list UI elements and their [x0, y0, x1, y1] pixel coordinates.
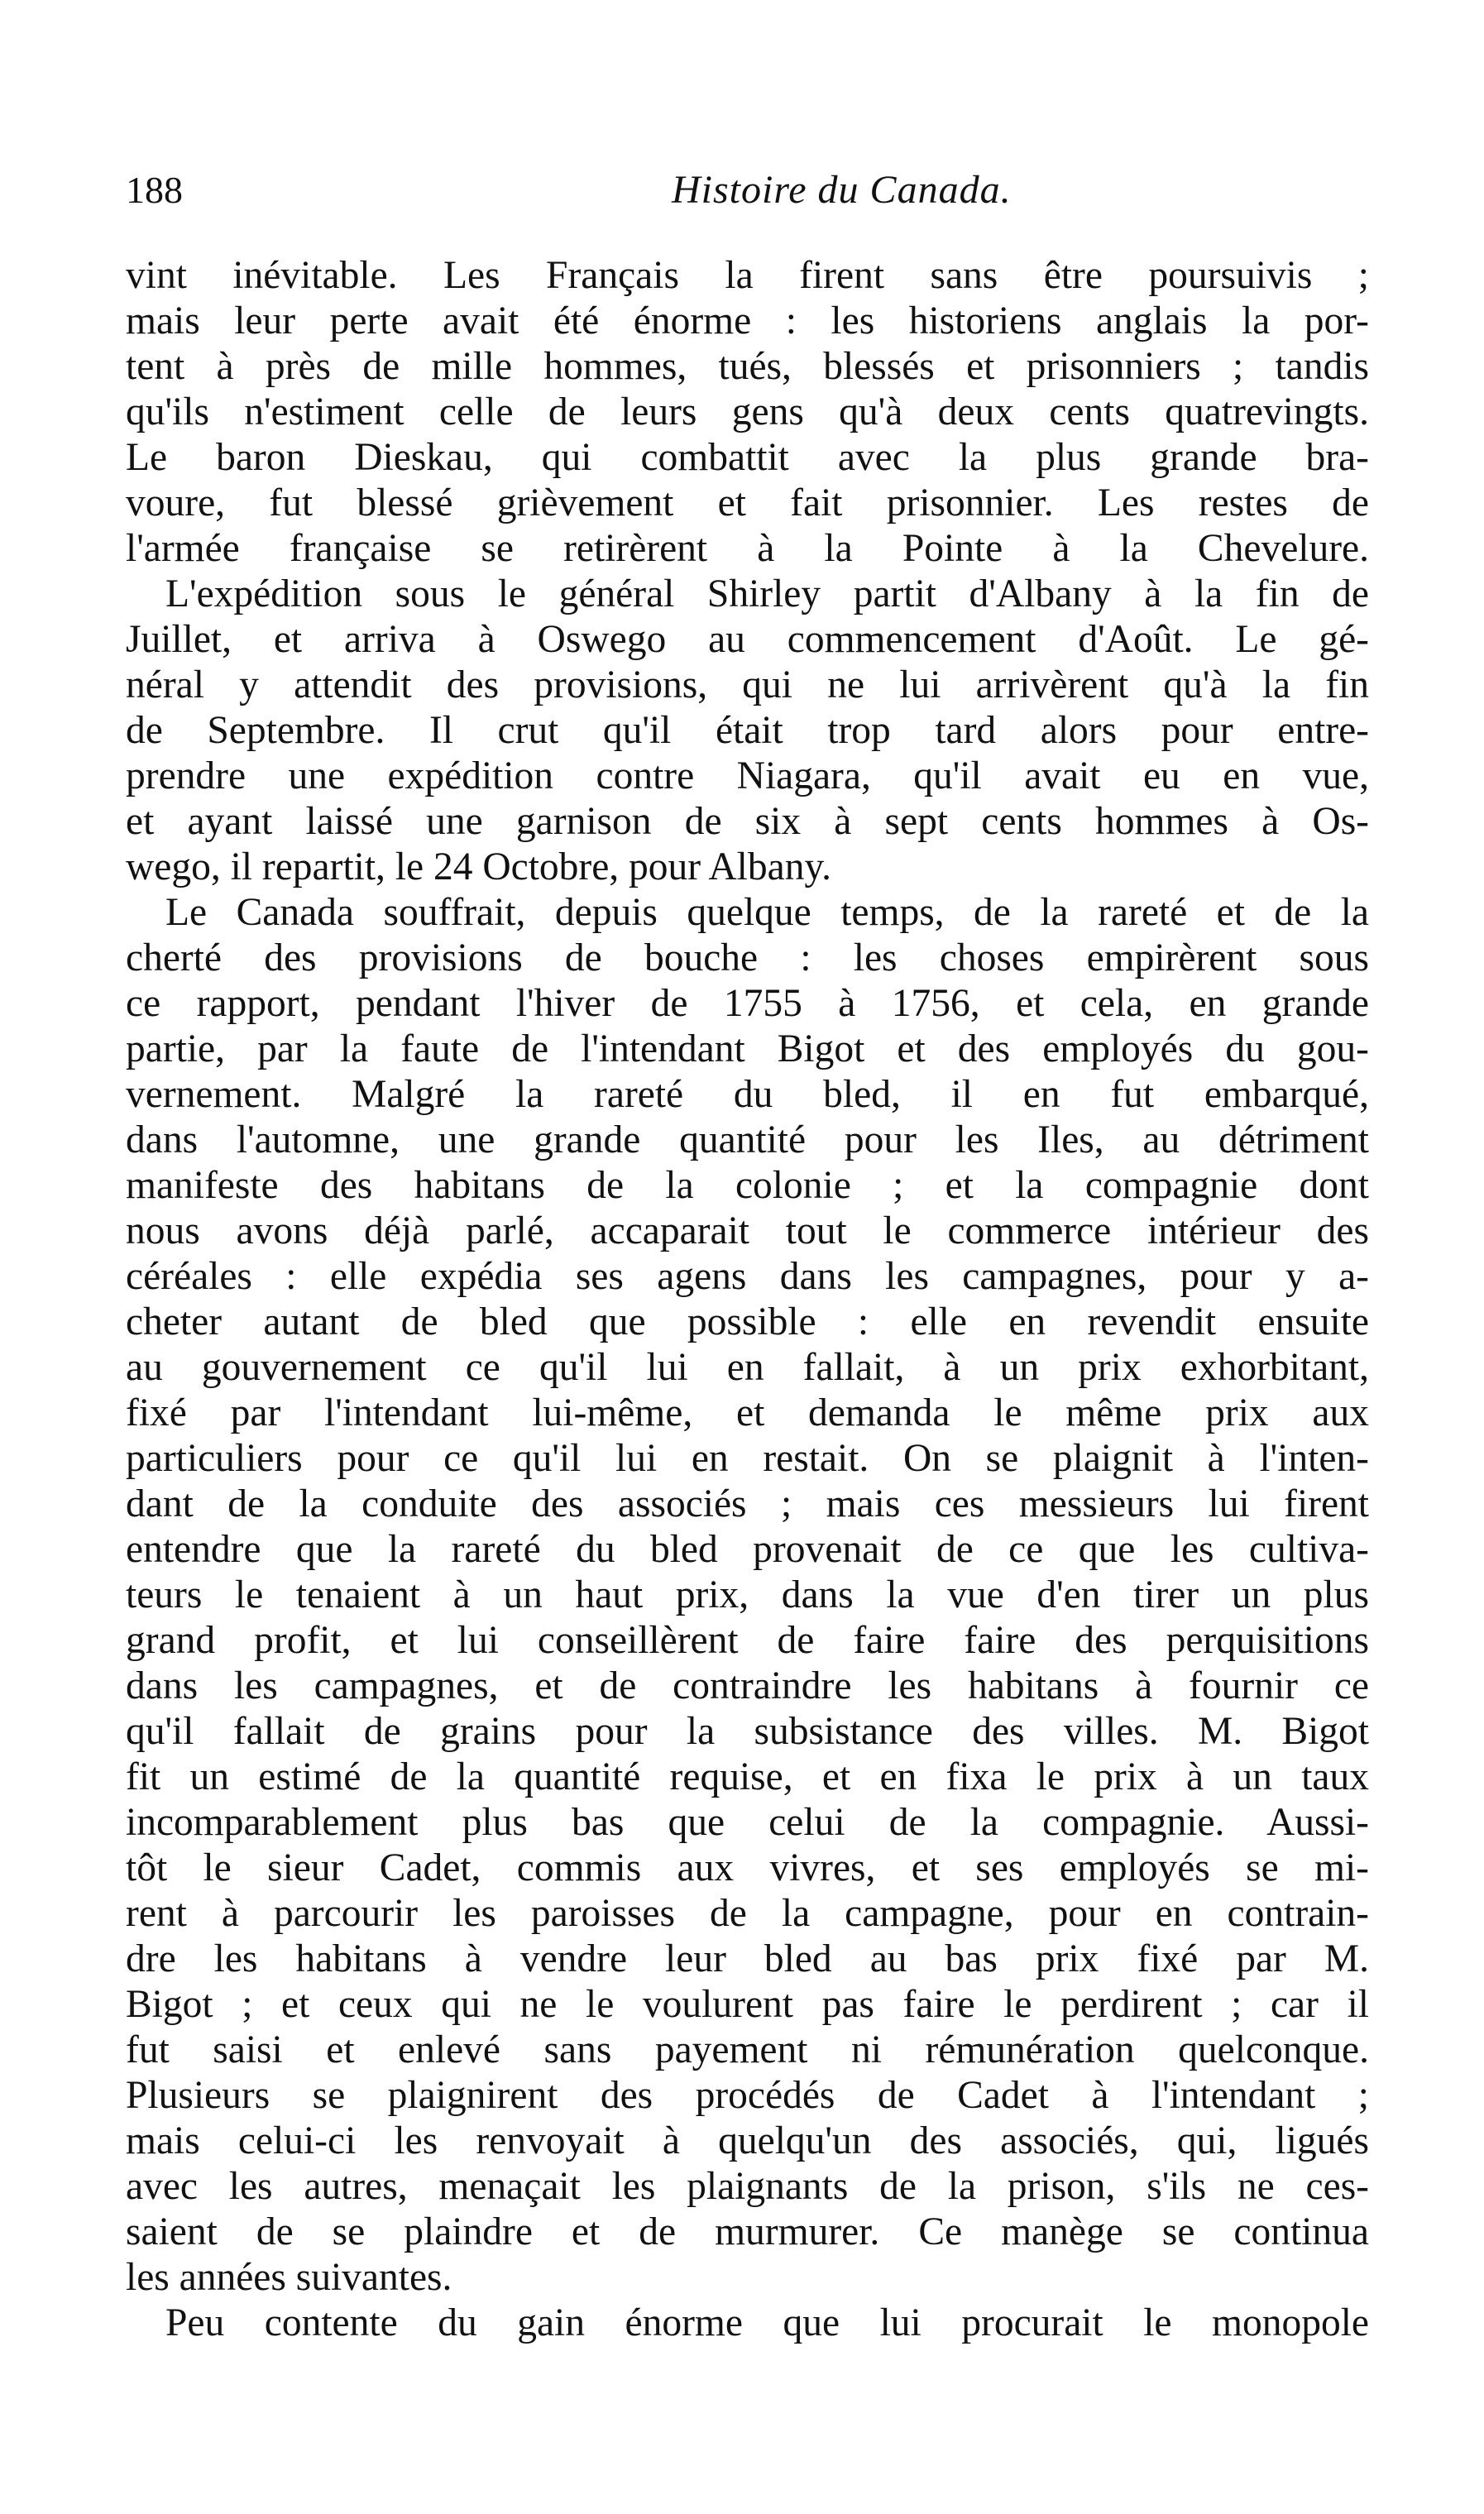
- text-line: partie, par la faute de l'intendant Bigot et des employés du gou-: [126, 1027, 1369, 1070]
- text-line: mais celui-ci les renvoyait à quelqu'un des associés, qui, ligués: [126, 2119, 1369, 2162]
- text-line: ce rapport, pendant l'hiver de 1755 à 1756, et cela, en grande: [126, 982, 1369, 1025]
- text-line: de Septembre. Il crut qu'il était trop tard alors pour entre-: [126, 709, 1369, 752]
- text-line: incomparablement plus bas que celui de la compagnie. Aussi-: [126, 1801, 1369, 1844]
- text-line: particuliers pour ce qu'il lui en restait. On se plaignit à l'inten-: [126, 1437, 1369, 1480]
- text-line: l'armée française se retirèrent à la Pointe à la Chevelure.: [126, 527, 1369, 570]
- text-line: Le baron Dieskau, qui combattit avec la plus grande bra-: [126, 436, 1369, 479]
- text-line: manifeste des habitans de la colonie ; et la compagnie dont: [126, 1164, 1369, 1207]
- text-line: Juillet, et arriva à Oswego au commencement d'Août. Le gé-: [126, 618, 1369, 661]
- text-line: Le Canada souffrait, depuis quelque temps, de la rareté et de la: [165, 891, 1369, 934]
- text-line: avec les autres, menaçait les plaignants de la prison, s'ils ne ces-: [126, 2165, 1369, 2208]
- text-line: Bigot ; et ceux qui ne le voulurent pas faire le perdirent ; car il: [126, 1983, 1369, 2026]
- text-line: dre les habitans à vendre leur bled au bas prix fixé par M.: [126, 1937, 1369, 1980]
- text-line: L'expédition sous le général Shirley partit d'Albany à la fin de: [165, 572, 1369, 615]
- page-number: 188: [126, 169, 183, 211]
- text-line: tôt le sieur Cadet, commis aux vivres, et ses employés se mi-: [126, 1846, 1369, 1889]
- text-line: dant de la conduite des associés ; mais ces messieurs lui firent: [126, 1482, 1369, 1525]
- text-line: tent à près de mille hommes, tués, blessés et prisonniers ; tandis: [126, 345, 1369, 388]
- text-line: prendre une expédition contre Niagara, qu'il avait eu en vue,: [126, 754, 1369, 797]
- text-line: dans l'automne, une grande quantité pour les Iles, au détriment: [126, 1118, 1369, 1161]
- text-line: mais leur perte avait été énorme : les historiens anglais la por-: [126, 299, 1369, 342]
- running-title: Histoire du Canada.: [672, 168, 1012, 212]
- body-text: [126, 253, 1369, 2346]
- text-line: rent à parcourir les paroisses de la campagne, pour en contrain-: [126, 1892, 1369, 1935]
- text-line: cheter autant de bled que possible : elle en revendit ensuite: [126, 1300, 1369, 1343]
- text-line: les années suivantes.: [126, 2256, 452, 2299]
- text-line: entendre que la rareté du bled provenait de ce que les cultiva-: [126, 1528, 1369, 1571]
- text-line: wego, il repartit, le 24 Octobre, pour Albany.: [126, 845, 832, 888]
- text-line: Peu contente du gain énorme que lui procurait le monopole: [165, 2301, 1369, 2344]
- text-line: nous avons déjà parlé, accaparait tout le commerce intérieur des: [126, 1209, 1369, 1252]
- text-line: saient de se plaindre et de murmurer. Ce manège se continua: [126, 2210, 1369, 2253]
- text-line: fit un estimé de la quantité requise, et en fixa le prix à un taux: [126, 1755, 1369, 1798]
- text-line: vernement. Malgré la rareté du bled, il en fut embarqué,: [126, 1073, 1369, 1116]
- text-line: Plusieurs se plaignirent des procédés de Cadet à l'intendant ;: [126, 2074, 1369, 2117]
- text-line: céréales : elle expédia ses agens dans les campagnes, pour y a-: [126, 1255, 1369, 1298]
- text-line: fut saisi et enlevé sans payement ni rémunération quelconque.: [126, 2028, 1369, 2071]
- text-line: qu'ils n'estiment celle de leurs gens qu'à deux cents quatrevingts.: [126, 390, 1369, 433]
- text-line: grand profit, et lui conseillèrent de faire faire des perquisitions: [126, 1619, 1369, 1662]
- text-line: qu'il fallait de grains pour la subsistance des villes. M. Bigot: [126, 1710, 1369, 1753]
- text-line: voure, fut blessé grièvement et fait prisonnier. Les restes de: [126, 481, 1369, 524]
- page-header: [126, 165, 1367, 223]
- text-line: néral y attendit des provisions, qui ne lui arrivèrent qu'à la fin: [126, 663, 1369, 706]
- text-line: vint inévitable. Les Français la firent sans être poursuivis ;: [126, 254, 1369, 297]
- text-line: au gouvernement ce qu'il lui en fallait, à un prix exhorbitant,: [126, 1346, 1369, 1389]
- text-line: fixé par l'intendant lui-même, et demanda le même prix aux: [126, 1391, 1369, 1434]
- text-line: dans les campagnes, et de contraindre les habitans à fournir ce: [126, 1664, 1369, 1707]
- text-line: teurs le tenaient à un haut prix, dans la vue d'en tirer un plus: [126, 1573, 1369, 1616]
- text-line: cherté des provisions de bouche : les choses empirèrent sous: [126, 936, 1369, 979]
- text-line: et ayant laissé une garnison de six à sept cents hommes à Os-: [126, 800, 1369, 843]
